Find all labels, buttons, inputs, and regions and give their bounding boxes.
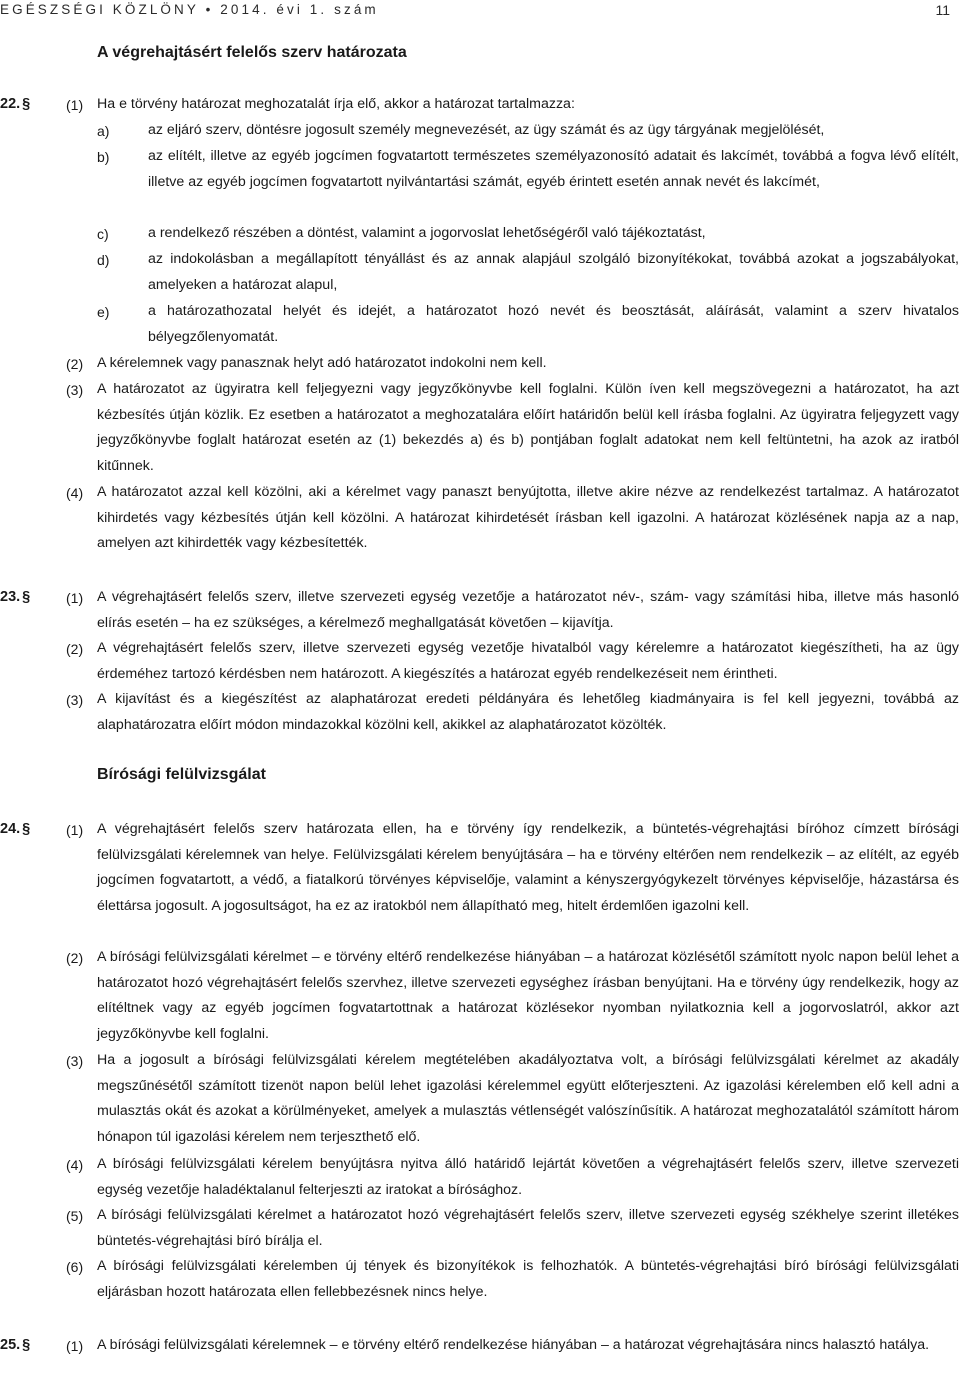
paragraph-number: (5) bbox=[66, 1208, 84, 1224]
journal-title: EGÉSZSÉGI KÖZLÖNY • 2014. évi 1. szám bbox=[0, 2, 379, 17]
paragraph-number: (1) bbox=[66, 590, 84, 606]
paragraph-text: A kijavítást és a kiegészítést az alaphatározat eredeti példányára és lehetőleg kiadmányaira is fel kell jegyezni, továbbá az alaphatározatra előírt módon mindazokkal közölni kell, akikkel az alaphatározatot közölték. bbox=[97, 691, 959, 733]
paragraph-number: (3) bbox=[66, 382, 84, 398]
paragraph-number: (2) bbox=[66, 950, 84, 966]
item-letter: c) bbox=[97, 226, 109, 242]
item-letter: b) bbox=[97, 149, 110, 165]
section-heading: A végrehajtásért felelős szerv határozata bbox=[97, 44, 407, 61]
paragraph-number: (1) bbox=[66, 1338, 84, 1354]
item-text: a rendelkező részében a döntést, valamint a jogorvoslat lehetőségéről való tájékoztatást, bbox=[148, 225, 706, 241]
paragraph-number: (2) bbox=[66, 356, 84, 372]
page-number: 11 bbox=[935, 2, 950, 18]
paragraph-text: A határozatot azzal kell közölni, aki a kérelmet vagy panaszt benyújtotta, illetve akire nézve az rendelkezést tartalmaz. A határozatot kihirdetés vagy kézbesítés útján kell közölni. A határozat kihirdetését írásban kell igazolni. A határozat közlésének napja az a nap, amelyen azt kihirdették vagy kézbesítették. bbox=[97, 484, 959, 552]
paragraph-number: (2) bbox=[66, 641, 84, 657]
paragraph-text: A végrehajtásért felelős szerv határozata ellen, ha e törvény így rendelkezik, a büntetés-végrehajtási bíróhoz címzett bírósági felülvizsgálati kérelemnek van helye. Felülvizsgálati kérelem benyújtására – ha e törvény eltérően nem rendelkezik – az elítélt, az egyéb jogcímen fogvatartott, a védő, a fiatalkorú törvényes képviselője, valamint a kényszergyógykezelt törvényes képviselője, házastársa és élettársa jogosult. A jogosultságot, ha ez az iratokból nem állapítható meg, hitelt érdemlően igazolni kell. bbox=[97, 821, 959, 914]
paragraph-text: Ha e törvény határozat meghozatalát írja elő, akkor a határozat tartalmazza: bbox=[97, 96, 575, 112]
section-22-number: 22. § bbox=[0, 96, 31, 112]
subsection-heading: Bírósági felülvizsgálat bbox=[97, 766, 266, 783]
section-24-number: 24. § bbox=[0, 821, 31, 837]
paragraph-number: (4) bbox=[66, 485, 84, 501]
paragraph-number: (3) bbox=[66, 692, 84, 708]
paragraph-text: A kérelemnek vagy panasznak helyt adó határozatot indokolni nem kell. bbox=[97, 355, 547, 371]
section-23-number: 23. § bbox=[0, 589, 31, 605]
paragraph-number: (1) bbox=[66, 822, 84, 838]
paragraph-number: (4) bbox=[66, 1157, 84, 1173]
paragraph-text: A bírósági felülvizsgálati kérelmet – e törvény eltérő rendelkezése hiányában – a határozat közlésétől számított nyolc napon belül lehet a határozatot hozó végrehajtásért felelős szervhez, illetve szervezeti egységhez írásban benyújtani. Ha e törvény úgy rendelkezik, hogy az elítéltnek vagy az egyéb jogcímen fogvatartottnak a határozat közlésekor nyomban nyilatkoznia kell a jogorvoslatról, akkor azt jegyzőkönyvbe kell foglalni. bbox=[97, 949, 959, 1042]
item-letter: a) bbox=[97, 123, 110, 139]
item-text: az indokolásban a megállapított tényállást és az annak alapjául szolgáló bizonyítékokat, továbbá azokat a jogszabályokat, amelyeken a határozat alapul, bbox=[148, 251, 959, 293]
item-text: a határozathozatal helyét és idejét, a határozatot hozó nevét és beosztását, aláírását, valamint a szerv hivatalos bélyegzőlenyomatát. bbox=[148, 303, 959, 345]
item-text: az eljáró szerv, döntésre jogosult személy megnevezését, az ügy számát és az ügy tárgyának megjelölését, bbox=[148, 122, 825, 138]
paragraph-text: A végrehajtásért felelős szerv, illetve szervezeti egység vezetője a határozatot név-, szám- vagy számítási hiba, illetve más hasonló elírás esetén – ha ez szükséges, a kérelmező meghallgatását követően – kijavítja. bbox=[97, 589, 959, 631]
paragraph-text: A végrehajtásért felelős szerv, illetve szervezeti egység vezetője hivatalból vagy kérelemre a határozatot kiegészítheti, ha az ügy érdeméhez tartozó kérdésben nem határozott. A kiegészítés a határozat egyéb rendelkezéseit nem érintheti. bbox=[97, 640, 959, 682]
item-letter: e) bbox=[97, 304, 110, 320]
paragraph-number: (3) bbox=[66, 1053, 84, 1069]
item-text: az elítélt, illetve az egyéb jogcímen fogvatartott természetes személyazonosító adatait és lakcímét, továbbá a fogva lévő elítélt, illetve az egyéb jogcímen fogvatartott nyilvántartási számát, egyéb érintett esetén annak nevét és lakcímét, bbox=[148, 148, 959, 190]
paragraph-text: A bírósági felülvizsgálati kérelmet a határozatot hozó végrehajtásért felelős szerv, illetve szervezeti egység székhelye szerint illetékes büntetés-végrehajtási bíró bírálja el. bbox=[97, 1207, 959, 1249]
paragraph-number: (6) bbox=[66, 1259, 84, 1275]
paragraph-text: A bírósági felülvizsgálati kérelemnek – e törvény eltérő rendelkezése hiányában – a határozat végrehajtására nincs halasztó hatálya. bbox=[97, 1337, 930, 1353]
paragraph-text: A határozatot az ügyiratra kell feljegyezni vagy jegyzőkönyvbe kell foglalni. Külön íven kell megszövegezni a határozatot, ha azt kézbesítés útján közlik. Ez esetben a határozatot a meghozatalára előírt határidőn belül kell írásba foglalni. Az ügyiratra feljegyzett vagy jegyzőkönyvbe foglalt határozat esetén az (1) bekezdés a) és b) pontjában foglalt adatokat nem kell feltüntetni, ha azok az iratból kitűnnek. bbox=[97, 381, 959, 474]
paragraph-text: A bírósági felülvizsgálati kérelemben új tények és bizonyítékok is felhozhatók. A büntetés-végrehajtási bíró bírósági felülvizsgálati eljárásban hozott határozata ellen fellebbezésnek nincs helye. bbox=[97, 1258, 959, 1300]
paragraph-text: A bírósági felülvizsgálati kérelem benyújtásra nyitva álló határidő lejártát követően a végrehajtásért felelős szerv, illetve szervezeti egység vezetője haladéktalanul felterjeszti az iratokat a bírósághoz. bbox=[97, 1156, 959, 1198]
page-header bbox=[0, 0, 960, 22]
paragraph-number: (1) bbox=[66, 97, 84, 113]
section-25-number: 25. § bbox=[0, 1337, 31, 1353]
item-letter: d) bbox=[97, 252, 110, 268]
paragraph-text: Ha a jogosult a bírósági felülvizsgálati kérelem megtételében akadályoztatva volt, a bírósági felülvizsgálati kérelmet az akadály megszűnésétől számított tizenöt napon belül lehet igazolási kérelemmel együtt előterjeszteni. Az igazolási kérelemben elő kell adni a mulasztás okát és azokat a körülményeket, amelyek a mulasztás vétlenségét valószínűsítik. A határozat meghozatalától számított három hónapon túl igazolási kérelem nem terjeszthető elő. bbox=[97, 1052, 959, 1145]
